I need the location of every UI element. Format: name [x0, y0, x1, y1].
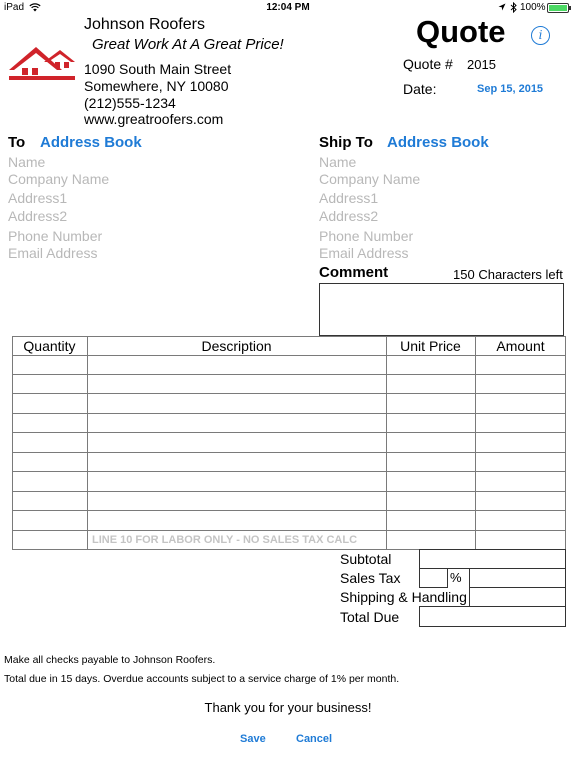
company-address-line2: Somewhere, NY 10080	[84, 78, 229, 94]
amount-header: Amount	[496, 338, 545, 354]
percent-sign: %	[450, 570, 462, 585]
ship-company-field[interactable]: Company Name	[319, 171, 421, 187]
total-due-field	[419, 606, 566, 627]
shipping-field[interactable]	[469, 587, 566, 607]
total-due-label: Total Due	[340, 609, 400, 625]
company-address-line1: 1090 South Main Street	[84, 61, 232, 77]
thank-you-note: Thank you for your business!	[204, 700, 372, 715]
characters-left-count: 150	[453, 267, 475, 282]
save-button[interactable]: Save	[240, 733, 266, 745]
battery-icon	[547, 3, 569, 13]
subtotal-field	[419, 549, 566, 569]
ship-address2-field[interactable]: Address2	[319, 208, 379, 224]
bluetooth-icon	[510, 2, 517, 13]
to-company-field[interactable]: Company Name	[8, 171, 110, 187]
ship-email-field[interactable]: Email Address	[319, 245, 409, 261]
quote-number-field[interactable]: 2015	[467, 57, 496, 72]
line-items-table	[12, 336, 566, 550]
device-name: iPad	[4, 2, 25, 13]
to-address2-field[interactable]: Address2	[8, 208, 68, 224]
ship-to-label: Ship To	[319, 134, 373, 151]
comment-label: Comment	[319, 264, 389, 281]
to-label: To	[8, 134, 26, 151]
info-icon[interactable]: i	[531, 26, 550, 45]
to-address-book-button[interactable]: Address Book	[40, 134, 142, 151]
ship-phone-field[interactable]: Phone Number	[319, 228, 414, 244]
payment-terms-note: Total due in 15 days. Overdue accounts subject to a service charge of 1% per month.	[4, 673, 400, 685]
comment-textarea[interactable]	[319, 283, 564, 336]
quantity-header: Quantity	[23, 338, 76, 354]
checks-payable-note: Make all checks payable to Johnson Roofers.	[4, 654, 216, 666]
sales-tax-rate-field[interactable]	[419, 568, 448, 588]
date-field[interactable]: Sep 15, 2015	[477, 83, 544, 95]
quote-title: Quote	[416, 14, 506, 49]
battery-percent: 100%	[520, 2, 546, 13]
shipping-label: Shipping & Handling	[340, 589, 467, 605]
company-website: www.greatroofers.com	[84, 111, 224, 127]
description-header: Description	[201, 338, 272, 354]
sales-tax-amount-field	[469, 568, 566, 588]
subtotal-label: Subtotal	[340, 551, 392, 567]
status-time: 12:04 PM	[266, 2, 310, 13]
line10-note: LINE 10 FOR LABOR ONLY - NO SALES TAX CALC	[92, 534, 358, 546]
to-name-field[interactable]: Name	[8, 154, 46, 170]
cancel-button[interactable]: Cancel	[296, 733, 333, 745]
to-email-field[interactable]: Email Address	[8, 245, 98, 261]
date-label: Date:	[403, 81, 437, 97]
company-name: Johnson Roofers	[84, 16, 205, 33]
ship-name-field[interactable]: Name	[319, 154, 357, 170]
characters-left	[453, 267, 563, 282]
quote-number-label: Quote #	[403, 56, 453, 72]
location-arrow-icon	[498, 3, 506, 12]
sales-tax-label: Sales Tax	[340, 570, 401, 586]
ship-to-address-book-button[interactable]: Address Book	[387, 134, 489, 151]
unit-price-header: Unit Price	[400, 338, 461, 354]
characters-left-label: Characters left	[478, 267, 563, 282]
to-phone-field[interactable]: Phone Number	[8, 228, 103, 244]
ship-address1-field[interactable]: Address1	[319, 190, 379, 206]
company-phone: (212)555-1234	[84, 95, 176, 111]
house-logo-icon	[8, 44, 76, 82]
company-slogan: Great Work At A Great Price!	[92, 36, 284, 53]
to-address1-field[interactable]: Address1	[8, 190, 68, 206]
